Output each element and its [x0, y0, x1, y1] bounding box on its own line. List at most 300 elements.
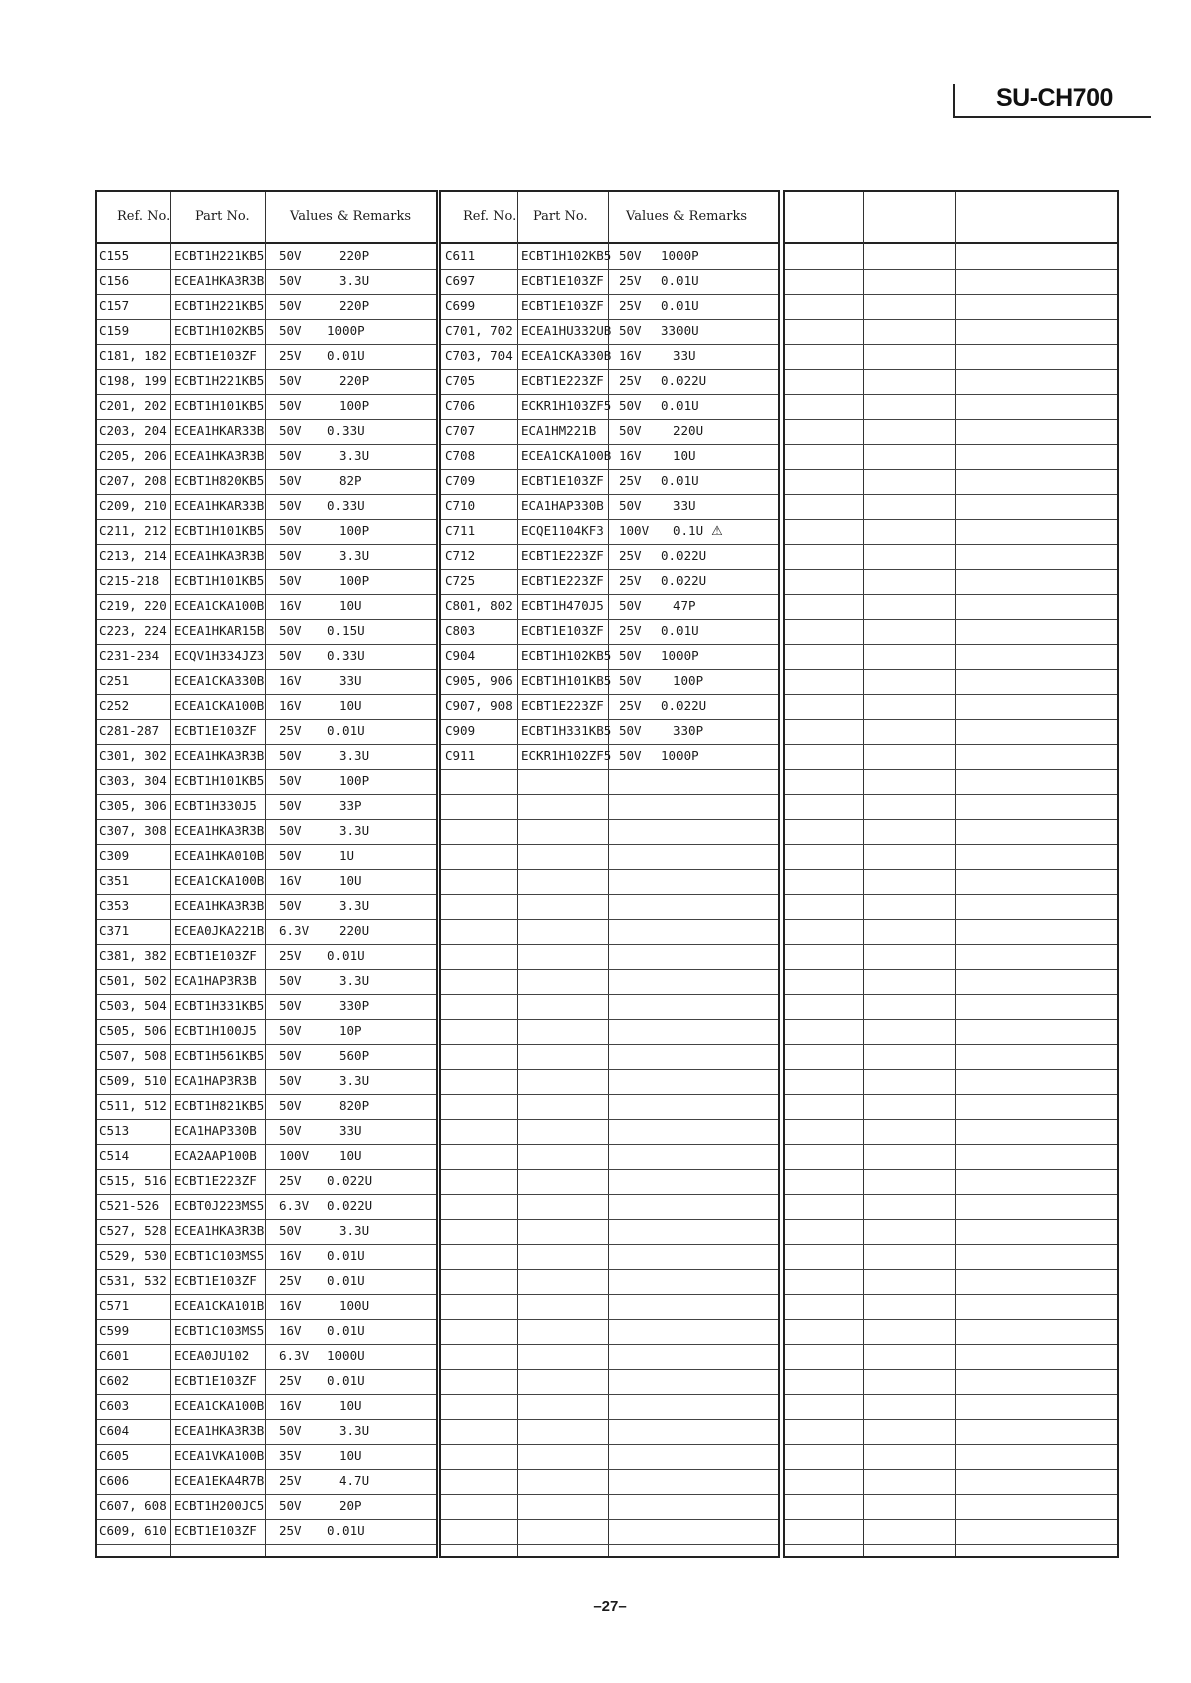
ref-no-cell: C606: [99, 1473, 130, 1488]
table-row: [441, 494, 778, 520]
value-cell: 0.33U: [327, 498, 365, 513]
voltage-cell: 25V: [279, 348, 302, 363]
value-cell: 3.3U: [339, 1423, 370, 1438]
voltage-cell: 50V: [619, 398, 642, 413]
table-row: [97, 269, 436, 295]
ref-no-cell: C159: [99, 323, 130, 338]
table-row: [785, 594, 1117, 620]
part-no-cell: ECEA1HKA3R3B: [174, 1223, 265, 1238]
ref-no-cell: C803: [445, 623, 476, 638]
ref-no-cell: C701, 702: [445, 323, 513, 338]
table-row: [785, 394, 1117, 420]
table-row: [97, 869, 436, 895]
table-row: [785, 1219, 1117, 1245]
table-row: [441, 1169, 778, 1195]
table-row: [785, 469, 1117, 495]
table-row: [441, 619, 778, 645]
part-no-cell: ECKR1H103ZF5: [521, 398, 612, 413]
ref-no-cell: C503, 504: [99, 998, 167, 1013]
ref-no-cell: C514: [99, 1148, 130, 1163]
voltage-cell: 100V: [279, 1148, 310, 1163]
ref-no-cell: C351: [99, 873, 130, 888]
ref-no-cell: C207, 208: [99, 473, 167, 488]
ref-no-cell: C699: [445, 298, 476, 313]
value-cell: 100P: [673, 673, 704, 688]
value-cell: 220P: [339, 373, 370, 388]
part-no-cell: ECEA1HKA3R3B: [174, 448, 265, 463]
value-cell: 1000P: [661, 248, 699, 263]
ref-no-cell: C603: [99, 1398, 130, 1413]
table-row: [97, 1269, 436, 1295]
table-row: [785, 694, 1117, 720]
value-cell: 100P: [339, 573, 370, 588]
value-cell: 0.01U: [327, 948, 365, 963]
voltage-cell: 50V: [279, 973, 302, 988]
value-cell: 1000U: [327, 1348, 365, 1363]
table-row: [97, 1394, 436, 1420]
table-row: [785, 1119, 1117, 1145]
parts-table-1: [95, 190, 438, 1558]
part-no-cell: ECKR1H102ZF5: [521, 748, 612, 763]
voltage-cell: 16V: [619, 348, 642, 363]
ref-no-cell: C211, 212: [99, 523, 167, 538]
table-row: [97, 1369, 436, 1395]
table-row: [785, 1094, 1117, 1120]
table-row: [441, 1519, 778, 1545]
value-cell: 10P: [339, 1023, 362, 1038]
table-row: [441, 694, 778, 720]
part-no-cell: ECBT1E103ZF: [174, 1523, 257, 1538]
voltage-cell: 25V: [619, 698, 642, 713]
table-row: [785, 669, 1117, 695]
table-row: [97, 894, 436, 920]
value-cell: 0.01U: [327, 1273, 365, 1288]
part-no-cell: ECBT1H561KB5: [174, 1048, 265, 1063]
ref-no-cell: C181, 182: [99, 348, 167, 363]
part-no-cell: ECBT1H331KB5: [174, 998, 265, 1013]
ref-no-cell: C531, 532: [99, 1273, 167, 1288]
voltage-cell: 50V: [279, 1098, 302, 1113]
table-row: [441, 744, 778, 770]
value-cell: 0.01U: [327, 348, 365, 363]
part-no-cell: ECA1HM221B: [521, 423, 597, 438]
value-cell: 0.022U: [661, 548, 707, 563]
table-row: [785, 244, 1117, 270]
table-row: [785, 1369, 1117, 1395]
value-cell: 20P: [339, 1498, 362, 1513]
table-row: [785, 419, 1117, 445]
part-no-cell: ECEA1CKA100B: [174, 1398, 265, 1413]
ref-no-cell: C381, 382: [99, 948, 167, 963]
value-cell: 0.01U: [661, 398, 699, 413]
value-cell: 220U: [339, 923, 370, 938]
value-cell: 220P: [339, 298, 370, 313]
value-cell: 220P: [339, 248, 370, 263]
table-row: [97, 1519, 436, 1545]
ref-no-cell: C507, 508: [99, 1048, 167, 1063]
header-part-no: Part No.: [195, 209, 250, 224]
table-row: [441, 594, 778, 620]
table-row: [441, 1469, 778, 1495]
table-row: [97, 994, 436, 1020]
voltage-cell: 50V: [279, 473, 302, 488]
ref-no-cell: C710: [445, 498, 476, 513]
part-no-cell: ECBT1H101KB5: [174, 773, 265, 788]
part-no-cell: ECA2AAP100B: [174, 1148, 257, 1163]
ref-no-cell: C511, 512: [99, 1098, 167, 1113]
table-row: [97, 394, 436, 420]
table-row: [441, 844, 778, 870]
header-part-no: Part No.: [533, 209, 588, 224]
header-ref-no: Ref. No.: [463, 209, 517, 224]
table-row: [97, 519, 436, 545]
table-row: [785, 269, 1117, 295]
table-row: [441, 769, 778, 795]
value-cell: 10U: [339, 873, 362, 888]
ref-no-cell: C605: [99, 1448, 130, 1463]
voltage-cell: 16V: [279, 1398, 302, 1413]
part-no-cell: ECBT1E103ZF: [521, 623, 604, 638]
part-no-cell: ECEA1HKA010B: [174, 848, 265, 863]
ref-no-cell: C513: [99, 1123, 130, 1138]
ref-no-cell: C602: [99, 1373, 130, 1388]
ref-no-cell: C509, 510: [99, 1073, 167, 1088]
table-row: [785, 919, 1117, 945]
value-cell: 33P: [339, 798, 362, 813]
voltage-cell: 50V: [279, 1123, 302, 1138]
table-row: [441, 1119, 778, 1145]
ref-no-cell: C203, 204: [99, 423, 167, 438]
voltage-cell: 16V: [619, 448, 642, 463]
part-no-cell: ECEA1HKA3R3B: [174, 1423, 265, 1438]
value-cell: 0.022U: [661, 573, 707, 588]
part-no-cell: ECBT1E103ZF: [521, 298, 604, 313]
voltage-cell: 50V: [279, 1023, 302, 1038]
part-no-cell: ECEA1HKA3R3B: [174, 273, 265, 288]
table-row: [97, 1069, 436, 1095]
value-cell: 10U: [339, 1448, 362, 1463]
value-cell: 4.7U: [339, 1473, 370, 1488]
ref-no-cell: C209, 210: [99, 498, 167, 513]
value-cell: 0.01U: [327, 1523, 365, 1538]
table-header: [785, 192, 1117, 244]
voltage-cell: 50V: [279, 423, 302, 438]
table-row: [785, 1269, 1117, 1295]
table-row: [441, 1494, 778, 1520]
part-no-cell: ECEA1VKA100B: [174, 1448, 265, 1463]
ref-no-cell: C706: [445, 398, 476, 413]
table-row: [97, 1469, 436, 1495]
value-cell: 0.33U: [327, 423, 365, 438]
table-row: [785, 1244, 1117, 1270]
voltage-cell: 50V: [619, 648, 642, 663]
value-cell: 0.01U: [327, 1248, 365, 1263]
value-cell: 330P: [673, 723, 704, 738]
voltage-cell: 50V: [279, 273, 302, 288]
voltage-cell: 50V: [279, 248, 302, 263]
table-row: [441, 944, 778, 970]
voltage-cell: 50V: [279, 448, 302, 463]
voltage-cell: 50V: [279, 398, 302, 413]
table-row: [785, 1494, 1117, 1520]
value-cell: 0.01U: [327, 1323, 365, 1338]
table-row: [441, 1344, 778, 1370]
table-row: [441, 894, 778, 920]
ref-no-cell: C301, 302: [99, 748, 167, 763]
table-row: [441, 969, 778, 995]
table-row: [785, 544, 1117, 570]
voltage-cell: 50V: [279, 1073, 302, 1088]
part-no-cell: ECA1HAP330B: [521, 498, 604, 513]
table-row: [97, 1319, 436, 1345]
voltage-cell: 25V: [279, 1373, 302, 1388]
voltage-cell: 25V: [279, 1173, 302, 1188]
voltage-cell: 50V: [279, 648, 302, 663]
value-cell: 1000P: [661, 748, 699, 763]
ref-no-cell: C371: [99, 923, 130, 938]
value-cell: 0.022U: [327, 1173, 373, 1188]
value-cell: 1U: [339, 848, 355, 863]
table-row: [441, 1394, 778, 1420]
ref-no-cell: C223, 224: [99, 623, 167, 638]
voltage-cell: 6.3V: [279, 923, 310, 938]
part-no-cell: ECBT1E103ZF: [174, 1373, 257, 1388]
value-cell: 33U: [339, 673, 362, 688]
part-no-cell: ECBT1H221KB5: [174, 248, 265, 263]
value-cell: 3.3U: [339, 1073, 370, 1088]
voltage-cell: 25V: [279, 1473, 302, 1488]
voltage-cell: 25V: [279, 723, 302, 738]
part-no-cell: ECEA1HU332UB: [521, 323, 612, 338]
table-row: [97, 769, 436, 795]
table-row: [785, 494, 1117, 520]
part-no-cell: ECBT1C103MS5: [174, 1323, 265, 1338]
parts-table-3-empty: [783, 190, 1119, 1558]
part-no-cell: ECEA1HKA3R3B: [174, 823, 265, 838]
voltage-cell: 50V: [279, 1048, 302, 1063]
value-cell: 3.3U: [339, 898, 370, 913]
ref-no-cell: C157: [99, 298, 130, 313]
table-row: [97, 1144, 436, 1170]
table-row: [441, 1019, 778, 1045]
voltage-cell: 25V: [619, 298, 642, 313]
part-no-cell: ECBT1E103ZF: [174, 348, 257, 363]
value-cell: 0.022U: [661, 373, 707, 388]
part-no-cell: ECBT1E103ZF: [521, 473, 604, 488]
ref-no-cell: C529, 530: [99, 1248, 167, 1263]
table-row: [97, 969, 436, 995]
table-row: [97, 1119, 436, 1145]
table-row: [97, 444, 436, 470]
ref-no-cell: C215-218: [99, 573, 160, 588]
value-cell: 82P: [339, 473, 362, 488]
value-cell: 47P: [673, 598, 696, 613]
table-row: [785, 619, 1117, 645]
voltage-cell: 16V: [279, 1248, 302, 1263]
table-row: [97, 694, 436, 720]
voltage-cell: 50V: [619, 248, 642, 263]
ref-no-cell: C697: [445, 273, 476, 288]
value-cell: 10U: [339, 1398, 362, 1413]
voltage-cell: 50V: [279, 573, 302, 588]
ref-no-cell: C205, 206: [99, 448, 167, 463]
value-cell: 10U: [339, 1148, 362, 1163]
part-no-cell: ECEA1HKA3R3B: [174, 548, 265, 563]
table-row: [441, 1269, 778, 1295]
value-cell: 1000P: [661, 648, 699, 663]
table-row: [785, 944, 1117, 970]
ref-no-cell: C604: [99, 1423, 130, 1438]
ref-no-cell: C611: [445, 248, 476, 263]
table-row: [785, 444, 1117, 470]
ref-no-cell: C303, 304: [99, 773, 167, 788]
voltage-cell: 50V: [619, 498, 642, 513]
value-cell: 3.3U: [339, 748, 370, 763]
part-no-cell: ECBT1H221KB5: [174, 373, 265, 388]
table-row: [97, 1219, 436, 1245]
value-cell: 330P: [339, 998, 370, 1013]
table-row: [441, 1419, 778, 1445]
table-row: [97, 419, 436, 445]
ref-no-cell: C911: [445, 748, 476, 763]
voltage-cell: 16V: [279, 673, 302, 688]
part-no-cell: ECBT1H101KB5: [174, 523, 265, 538]
table-row: [441, 669, 778, 695]
table-row: [97, 794, 436, 820]
part-no-cell: ECBT1E223ZF: [521, 548, 604, 563]
table-row: [441, 394, 778, 420]
ref-no-cell: C501, 502: [99, 973, 167, 988]
ref-no-cell: C281-287: [99, 723, 160, 738]
ref-no-cell: C909: [445, 723, 476, 738]
part-no-cell: ECBT1H102KB5: [521, 248, 612, 263]
table-row: [441, 1044, 778, 1070]
part-no-cell: ECEA1HKA3R3B: [174, 748, 265, 763]
ref-no-cell: C353: [99, 898, 130, 913]
part-no-cell: ECA1HAP3R3B: [174, 973, 257, 988]
voltage-cell: 50V: [279, 623, 302, 638]
voltage-cell: 50V: [279, 773, 302, 788]
ref-no-cell: C231-234: [99, 648, 160, 663]
value-cell: 100P: [339, 523, 370, 538]
part-no-cell: ECBT1H331KB5: [521, 723, 612, 738]
part-no-cell: ECBT1H820KB5: [174, 473, 265, 488]
part-no-cell: ECEA1HKAR15B: [174, 623, 265, 638]
table-row: [97, 494, 436, 520]
ref-no-cell: C712: [445, 548, 476, 563]
part-no-cell: ECBT1H470J5: [521, 598, 604, 613]
ref-no-cell: C219, 220: [99, 598, 167, 613]
table-row: [97, 669, 436, 695]
value-cell: 0.1U ⚠: [673, 523, 723, 539]
voltage-cell: 25V: [619, 623, 642, 638]
table-row: [441, 1369, 778, 1395]
voltage-cell: 50V: [279, 498, 302, 513]
table-row: [97, 1294, 436, 1320]
value-cell: 33U: [673, 498, 696, 513]
voltage-cell: 25V: [619, 573, 642, 588]
table-row: [441, 369, 778, 395]
part-no-cell: ECQE1104KF3: [521, 523, 604, 538]
table-row: [441, 1069, 778, 1095]
header-values: Values & Remarks: [290, 209, 411, 224]
ref-no-cell: C527, 528: [99, 1223, 167, 1238]
part-no-cell: ECBT1E103ZF: [174, 1273, 257, 1288]
part-no-cell: ECBT1H221KB5: [174, 298, 265, 313]
ref-no-cell: C505, 506: [99, 1023, 167, 1038]
voltage-cell: 50V: [279, 798, 302, 813]
model-label: [953, 84, 1151, 118]
table-row: [785, 1019, 1117, 1045]
part-no-cell: ECBT1H330J5: [174, 798, 257, 813]
table-row: [785, 1419, 1117, 1445]
value-cell: 10U: [673, 448, 696, 463]
part-no-cell: ECBT1E103ZF: [174, 723, 257, 738]
table-row: [785, 844, 1117, 870]
value-cell: 3.3U: [339, 448, 370, 463]
table-row: [785, 519, 1117, 545]
voltage-cell: 25V: [279, 1523, 302, 1538]
part-no-cell: ECEA1CKA100B: [174, 598, 265, 613]
table-row: [785, 719, 1117, 745]
value-cell: 0.01U: [661, 273, 699, 288]
table-row: [97, 1494, 436, 1520]
value-cell: 10U: [339, 698, 362, 713]
table-row: [97, 569, 436, 595]
table-row: [441, 269, 778, 295]
table-row: [785, 1519, 1117, 1545]
table-row: [441, 1444, 778, 1470]
value-cell: 220U: [673, 423, 704, 438]
ref-no-cell: C305, 306: [99, 798, 167, 813]
header-values: Values & Remarks: [626, 209, 747, 224]
ref-no-cell: C307, 308: [99, 823, 167, 838]
part-no-cell: ECEA0JU102: [174, 1348, 250, 1363]
ref-no-cell: C213, 214: [99, 548, 167, 563]
voltage-cell: 50V: [279, 373, 302, 388]
voltage-cell: 25V: [279, 1273, 302, 1288]
value-cell: 3.3U: [339, 1223, 370, 1238]
voltage-cell: 25V: [619, 473, 642, 488]
ref-no-cell: C252: [99, 698, 130, 713]
table-row: [785, 344, 1117, 370]
table-row: [97, 469, 436, 495]
table-row: [785, 369, 1117, 395]
value-cell: 10U: [339, 598, 362, 613]
table-row: [441, 1194, 778, 1220]
voltage-cell: 50V: [279, 323, 302, 338]
voltage-cell: 6.3V: [279, 1198, 310, 1213]
part-no-cell: ECBT1C103MS5: [174, 1248, 265, 1263]
table-row: [441, 994, 778, 1020]
table-row: [785, 644, 1117, 670]
voltage-cell: 50V: [619, 323, 642, 338]
voltage-cell: 50V: [279, 898, 302, 913]
value-cell: 0.01U: [327, 1373, 365, 1388]
part-no-cell: ECBT1E223ZF: [174, 1173, 257, 1188]
table-row: [785, 869, 1117, 895]
voltage-cell: 16V: [279, 1323, 302, 1338]
table-row: [785, 1069, 1117, 1095]
voltage-cell: 50V: [279, 998, 302, 1013]
table-row: [785, 1144, 1117, 1170]
table-row: [97, 944, 436, 970]
ref-no-cell: C709: [445, 473, 476, 488]
table-row: [441, 819, 778, 845]
voltage-cell: 50V: [279, 1223, 302, 1238]
ref-no-cell: C251: [99, 673, 130, 688]
voltage-cell: 100V: [619, 523, 650, 538]
